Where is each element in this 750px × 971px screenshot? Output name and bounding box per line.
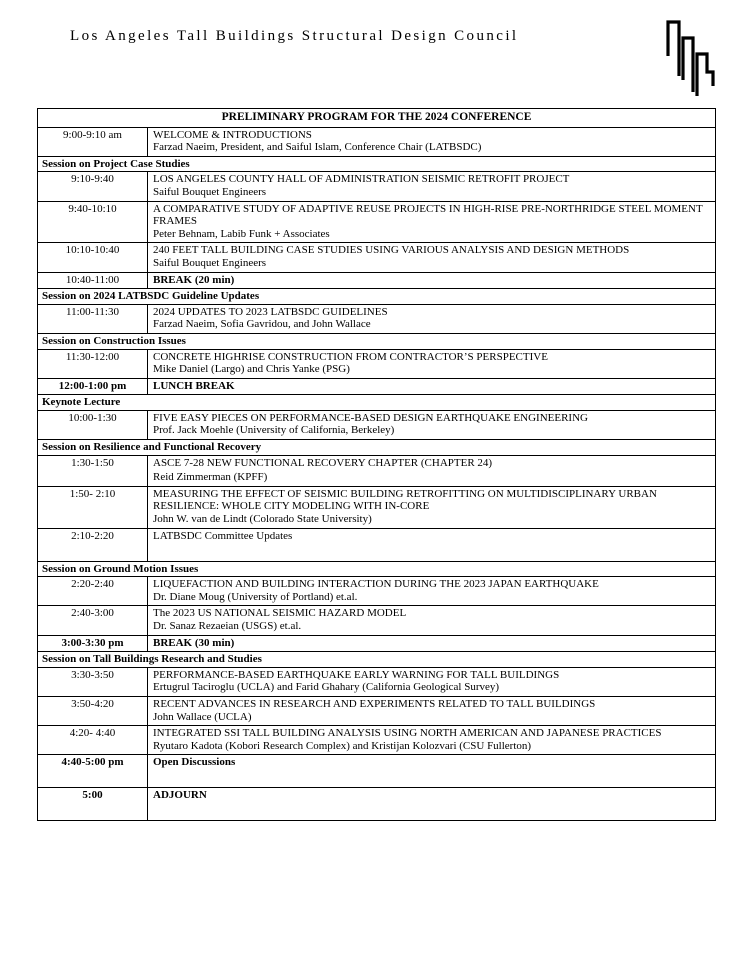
schedule-row	[38, 455, 716, 486]
session-description	[148, 304, 716, 333]
session-header-row	[38, 395, 716, 411]
talk-title: Open Discussions	[153, 756, 236, 769]
schedule-row	[38, 788, 716, 821]
session-description	[148, 243, 716, 272]
session-description	[148, 172, 716, 201]
time-slot: 2:10-2:20	[38, 528, 148, 561]
session-title: Session on Tall Buildings Research and Studies	[38, 652, 716, 668]
schedule-row	[38, 243, 716, 272]
organization-name: Los Angeles Tall Buildings Structural Design Council	[70, 28, 519, 44]
schedule-row	[38, 528, 716, 561]
session-description	[148, 349, 716, 378]
time-slot: 10:10-10:40	[38, 243, 148, 272]
program-title: PRELIMINARY PROGRAM FOR THE 2024 CONFERENCE	[38, 109, 716, 128]
session-description	[148, 378, 716, 395]
schedule-row	[38, 606, 716, 635]
session-header-row	[38, 561, 716, 577]
speakers: Prof. Jack Moehle (University of California, Berkeley)	[153, 424, 395, 437]
speakers: Reid Zimmerman (KPFF)	[153, 471, 268, 484]
time-slot: 4:20- 4:40	[38, 726, 148, 755]
talk-title: LOS ANGELES COUNTY HALL OF ADMINISTRATION SEISMIC RETROFIT PROJECT	[153, 173, 570, 186]
speakers: Dr. Diane Moug (University of Portland) et.al.	[153, 590, 358, 603]
session-title: Keynote Lecture	[38, 395, 716, 411]
time-slot: 1:30-1:50	[38, 455, 148, 486]
session-description	[148, 455, 716, 486]
schedule-row	[38, 378, 716, 395]
talk-title: BREAK (30 min)	[153, 636, 235, 649]
time-slot: 3:50-4:20	[38, 696, 148, 725]
session-title: Session on Ground Motion Issues	[38, 561, 716, 577]
session-title: Session on Resilience and Functional Recovery	[38, 440, 716, 456]
schedule-row	[38, 127, 716, 156]
time-slot: 3:30-3:50	[38, 667, 148, 696]
session-description	[148, 201, 716, 243]
tall-buildings-logo-icon	[664, 16, 716, 100]
speakers: Mike Daniel (Largo) and Chris Yanke (PSG)	[153, 363, 350, 376]
talk-title: WELCOME & INTRODUCTIONS	[153, 128, 312, 141]
session-description	[148, 272, 716, 289]
session-title: Session on Project Case Studies	[38, 156, 716, 172]
session-description	[148, 410, 716, 439]
schedule-row	[38, 755, 716, 788]
time-slot: 9:40-10:10	[38, 201, 148, 243]
speakers: John Wallace (UCLA)	[153, 710, 252, 723]
talk-title: LUNCH BREAK	[153, 379, 235, 392]
session-description	[148, 726, 716, 755]
session-description	[148, 635, 716, 652]
time-slot: 12:00-1:00 pm	[38, 378, 148, 395]
speakers: Peter Behnam, Labib Funk + Associates	[153, 227, 330, 240]
session-description	[148, 788, 716, 821]
talk-title: LATBSDC Committee Updates	[153, 529, 293, 542]
session-title: Session on Construction Issues	[38, 333, 716, 349]
talk-title: The 2023 US NATIONAL SEISMIC HAZARD MODEL	[153, 607, 407, 620]
session-header-row	[38, 156, 716, 172]
schedule-row	[38, 272, 716, 289]
talk-title: ASCE 7-28 NEW FUNCTIONAL RECOVERY CHAPTER (CHAPTER 24)	[153, 456, 493, 469]
session-description	[148, 667, 716, 696]
schedule-row	[38, 726, 716, 755]
talk-title: RECENT ADVANCES IN RESEARCH AND EXPERIMENTS RELATED TO TALL BUILDINGS	[153, 697, 596, 710]
talk-title: FIVE EASY PIECES ON PERFORMANCE-BASED DESIGN EARTHQUAKE ENGINEERING	[153, 411, 588, 424]
speakers: Ryutaro Kadota (Kobori Research Complex) and Kristijan Kolozvari (CSU Fullerton)	[153, 739, 532, 752]
talk-title: PERFORMANCE-BASED EARTHQUAKE EARLY WARNING FOR TALL BUILDINGS	[153, 668, 560, 681]
time-slot: 11:30-12:00	[38, 349, 148, 378]
time-slot: 3:00-3:30 pm	[38, 635, 148, 652]
talk-title: INTEGRATED SSI TALL BUILDING ANALYSIS USING NORTH AMERICAN AND JAPANESE PRACTICES	[153, 727, 662, 740]
time-slot: 10:00-1:30	[38, 410, 148, 439]
speakers: Saiful Bouquet Engineers	[153, 256, 267, 269]
talk-title: 2024 UPDATES TO 2023 LATBSDC GUIDELINES	[153, 305, 388, 318]
session-description	[148, 486, 716, 528]
schedule-row	[38, 486, 716, 528]
time-slot: 11:00-11:30	[38, 304, 148, 333]
time-slot: 9:10-9:40	[38, 172, 148, 201]
schedule-row	[38, 696, 716, 725]
schedule-row	[38, 349, 716, 378]
talk-title: ADJOURN	[153, 789, 207, 802]
program-table	[37, 108, 716, 821]
talk-title: 240 FEET TALL BUILDING CASE STUDIES USING VARIOUS ANALYSIS AND DESIGN METHODS	[153, 244, 630, 257]
time-slot: 2:40-3:00	[38, 606, 148, 635]
speakers: Saiful Bouquet Engineers	[153, 185, 267, 198]
schedule-row	[38, 172, 716, 201]
talk-title: LIQUEFACTION AND BUILDING INTERACTION DURING THE 2023 JAPAN EARTHQUAKE	[153, 578, 599, 591]
schedule-row	[38, 635, 716, 652]
session-header-row	[38, 440, 716, 456]
session-description	[148, 755, 716, 788]
speakers: Farzad Naeim, President, and Saiful Islam, Conference Chair (LATBSDC)	[153, 141, 482, 154]
session-description	[148, 696, 716, 725]
time-slot: 9:00-9:10 am	[38, 127, 148, 156]
session-header-row	[38, 333, 716, 349]
talk-title: A COMPARATIVE STUDY OF ADAPTIVE REUSE PROJECTS IN HIGH-RISE PRE-NORTHRIDGE STEEL MOMENT FRAMES	[153, 202, 703, 228]
talk-title: MEASURING THE EFFECT OF SEISMIC BUILDING RETROFITTING ON MULTIDISCIPLINARY URBAN RESILIENCE: WHOLE CITY MODELING WITH IN-CORE	[153, 487, 657, 513]
schedule-row	[38, 201, 716, 243]
time-slot: 2:20-2:40	[38, 577, 148, 606]
session-description	[148, 606, 716, 635]
time-slot: 5:00	[38, 788, 148, 821]
session-header-row	[38, 289, 716, 305]
session-description	[148, 528, 716, 561]
time-slot: 4:40-5:00 pm	[38, 755, 148, 788]
speakers: Farzad Naeim, Sofia Gavridou, and John Wallace	[153, 318, 371, 331]
session-title: Session on 2024 LATBSDC Guideline Updates	[38, 289, 716, 305]
schedule-row	[38, 577, 716, 606]
talk-title: BREAK (20 min)	[153, 273, 235, 286]
speakers: John W. van de Lindt (Colorado State University)	[153, 513, 372, 526]
speakers: Dr. Sanaz Rezaeian (USGS) et.al.	[153, 620, 302, 632]
session-description	[148, 577, 716, 606]
session-header-row	[38, 652, 716, 668]
program-title-row	[38, 109, 716, 128]
talk-title: CONCRETE HIGHRISE CONSTRUCTION FROM CONTRACTOR’S PERSPECTIVE	[153, 350, 548, 363]
time-slot: 1:50- 2:10	[38, 486, 148, 528]
schedule-row	[38, 304, 716, 333]
schedule-row	[38, 410, 716, 439]
session-description	[148, 127, 716, 156]
time-slot: 10:40-11:00	[38, 272, 148, 289]
schedule-row	[38, 667, 716, 696]
speakers: Ertugrul Taciroglu (UCLA) and Farid Ghahary (California Geological Survey)	[153, 681, 500, 694]
